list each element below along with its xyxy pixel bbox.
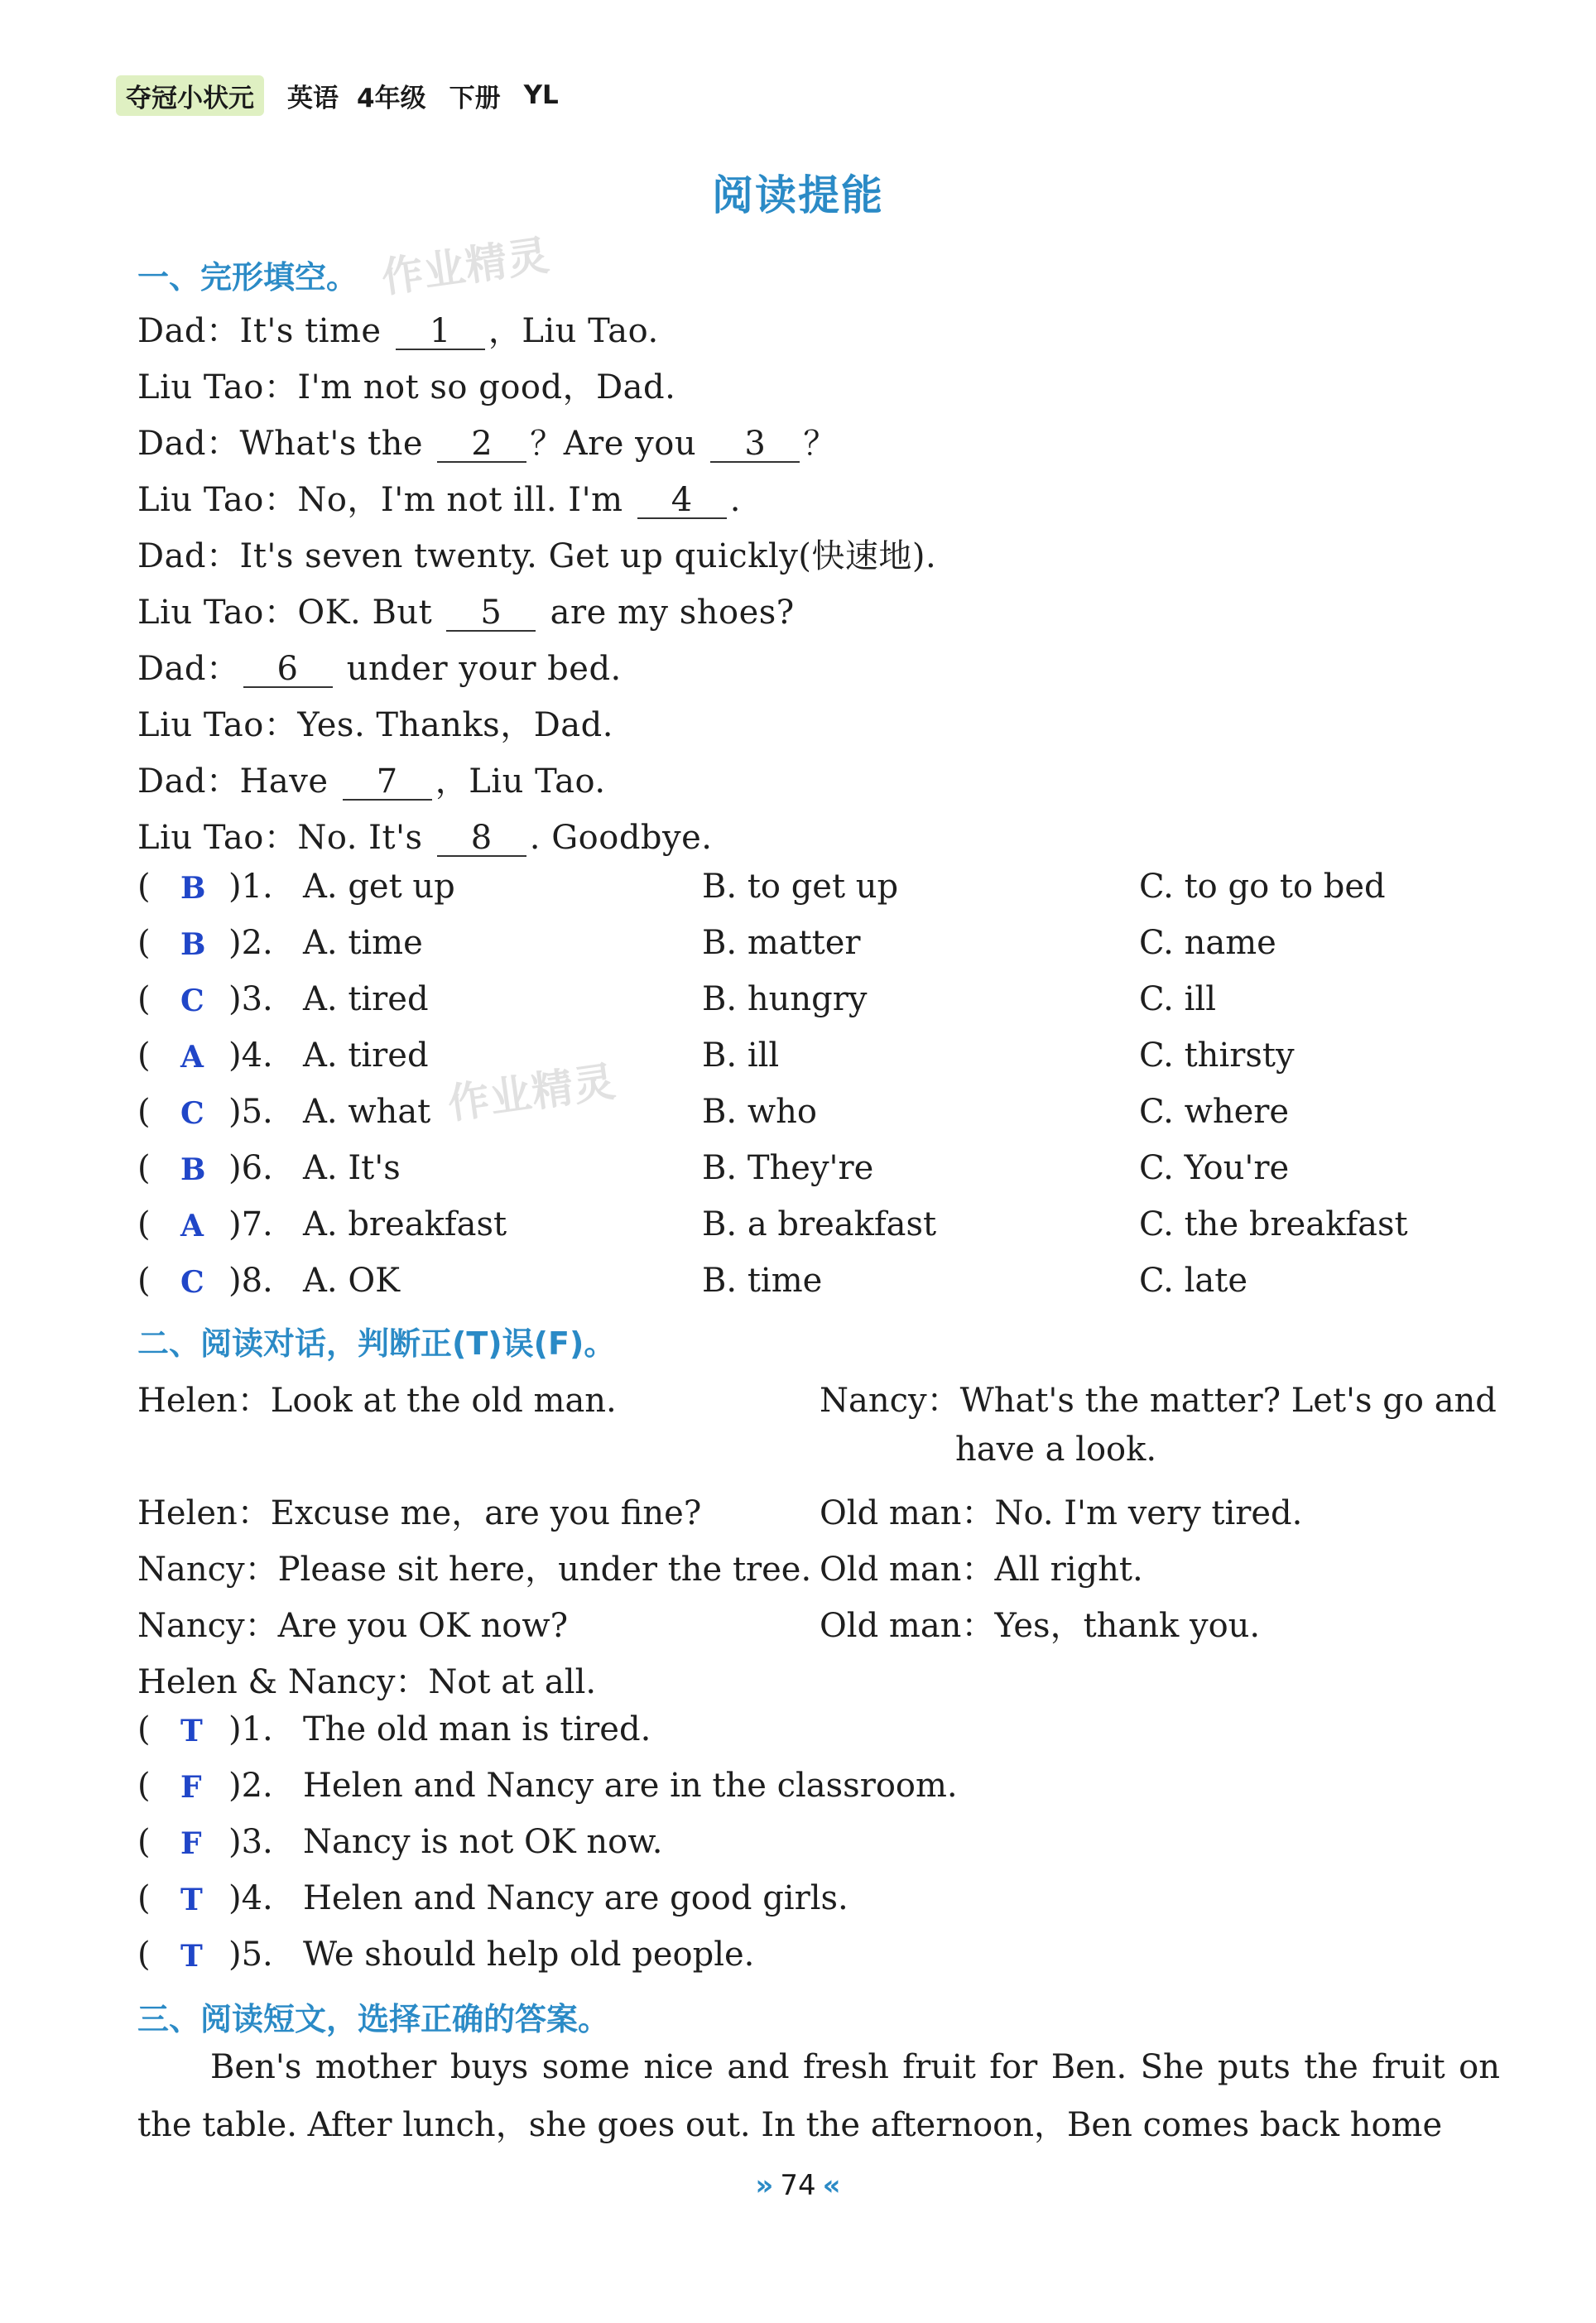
dialogue-line: Old man：No. I'm very tired. [820, 1494, 1303, 1532]
question-row: ( B )2. A. time B. matter C. name [137, 924, 1276, 962]
option-a: A. It's [303, 1149, 401, 1187]
grade-label: 4年级 [357, 83, 426, 113]
option-a: A. what [303, 1093, 431, 1131]
answer-mark: A [180, 1209, 204, 1243]
option-a: A. get up [303, 868, 455, 906]
option-c: C. the breakfast [1139, 1205, 1408, 1243]
answer-mark: T [180, 1714, 203, 1748]
blank: 7 [343, 764, 432, 801]
page-title: 阅读提能 [712, 171, 884, 219]
answer-mark: B [180, 871, 206, 906]
question-row: ( A )7. A. breakfast B. a breakfast C. the breakfast [137, 1205, 1408, 1243]
option-b: B. hungry [702, 980, 868, 1018]
question-text: We should help old people. [303, 1936, 755, 1974]
option-b: B. to get up [702, 868, 899, 906]
question-row: ( B )1. A. get up B. to get up C. to go to bed [137, 868, 1386, 906]
section-heading-3: 三、阅读短文，选择正确的答案。 [137, 2001, 610, 2037]
reading-paragraph: Ben's mother buys some nice and fresh fruit for Ben. She puts the fruit on the table. After lunch，she goes out. In the afternoon，Ben comes back home [137, 2048, 1500, 2144]
question-row: ( A )4. A. tired B. ill C. thirsty [137, 1036, 1295, 1075]
option-b: B. a breakfast [702, 1205, 937, 1243]
option-b: B. ill [702, 1036, 780, 1075]
option-c: C. where [1139, 1093, 1290, 1131]
blank: 2 [437, 426, 526, 463]
dialogue-line: Dad： 6 under your bed. [137, 650, 622, 688]
dialogue-line: Dad：It's time 1 ，Liu Tao. [137, 312, 659, 350]
answer-mark: C [180, 1096, 204, 1131]
answer-mark: A [180, 1040, 204, 1075]
question-row: ( C )3. A. tired B. hungry C. ill [137, 980, 1216, 1018]
blank: 4 [637, 483, 727, 519]
answer-mark: B [180, 1152, 206, 1187]
question-row: ( C )8. A. OK B. time C. late [137, 1262, 1247, 1300]
page-number: » 74 « [755, 2169, 841, 2202]
volume-label: 下册 [449, 83, 501, 113]
dialogue-line: Liu Tao：OK. But 5 are my shoes? [137, 594, 795, 632]
option-b: B. time [702, 1262, 823, 1300]
option-c: C. You're [1139, 1149, 1290, 1187]
question-text: The old man is tired. [303, 1710, 651, 1748]
dialogue-line: Helen：Look at the old man. [137, 1382, 617, 1420]
dialogue-line: Old man：Yes，thank you. [820, 1607, 1261, 1645]
option-c: C. late [1139, 1262, 1247, 1300]
dialogue-line: Dad：What's the 2 ？Are you 3 ？ [137, 425, 837, 463]
answer-mark: T [180, 1883, 203, 1917]
option-c: C. name [1139, 924, 1276, 962]
answer-mark: B [180, 927, 206, 962]
blank: 8 [437, 820, 526, 857]
option-a: A. tired [303, 980, 429, 1018]
chevron-right-icon: » [755, 2169, 774, 2202]
option-b: B. They're [702, 1149, 874, 1187]
answer-mark: F [180, 1770, 202, 1805]
option-a: A. OK [303, 1262, 400, 1300]
answer-mark: F [180, 1826, 202, 1861]
question-text: Helen and Nancy are in the classroom. [303, 1767, 958, 1805]
chevron-left-icon: « [822, 2169, 841, 2202]
option-a: A. breakfast [303, 1205, 507, 1243]
question-text: Nancy is not OK now. [303, 1823, 663, 1861]
subject-label: 英语 [287, 83, 339, 113]
question-row: ( B )6. A. It's B. They're C. You're [137, 1149, 1290, 1187]
dialogue-line: Liu Tao：Yes. Thanks，Dad. [137, 706, 613, 744]
dialogue-line: Nancy：Are you OK now? [137, 1607, 569, 1645]
question-text: Helen and Nancy are good girls. [303, 1879, 848, 1917]
dialogue-line: Dad：Have 7 ，Liu Tao. [137, 762, 606, 801]
watermark: 作业精灵 [445, 1057, 619, 1128]
section-heading-1: 一、完形填空。 [137, 259, 358, 296]
dialogue-line: Liu Tao：No，I'm not ill. I'm 4 . [137, 481, 741, 519]
dialogue-line: Dad：It's seven twenty. Get up quickly(快速地). [137, 537, 937, 575]
watermark: 作业精灵 [378, 231, 553, 302]
blank: 1 [396, 314, 485, 350]
dialogue-line: Old man：All right. [820, 1551, 1143, 1589]
dialogue-line: Nancy：What's the matter? Let's go and [820, 1382, 1497, 1420]
option-a: A. time [303, 924, 423, 962]
page-header [116, 76, 559, 114]
blank: 6 [243, 652, 333, 688]
dialogue-line: have a look. [955, 1431, 1157, 1469]
blank: 5 [446, 595, 536, 632]
dialogue-line: Helen & Nancy：Not at all. [137, 1663, 597, 1701]
answer-mark: T [180, 1939, 203, 1974]
answer-mark: C [180, 984, 204, 1018]
option-c: C. thirsty [1139, 1036, 1295, 1075]
dialogue-line: Nancy：Please sit here，under the tree. [137, 1551, 812, 1589]
answer-mark: C [180, 1265, 204, 1300]
question-row: ( C )5. A. what B. who C. where [137, 1093, 1290, 1131]
edition-label: YL [523, 80, 559, 110]
section-heading-2: 二、阅读对话，判断正(T)误(F)。 [137, 1325, 616, 1362]
option-b: B. who [702, 1093, 817, 1131]
blank: 3 [710, 426, 800, 463]
option-c: C. ill [1139, 980, 1216, 1018]
dialogue-line: Liu Tao：No. It's 8 . Goodbye. [137, 819, 713, 857]
option-c: C. to go to bed [1139, 868, 1386, 906]
brand-label: 夺冠小状元 [116, 75, 264, 116]
dialogue-line: Liu Tao：I'm not so good，Dad. [137, 368, 676, 406]
option-b: B. matter [702, 924, 861, 962]
dialogue-line: Helen：Excuse me，are you fine? [137, 1494, 702, 1532]
option-a: A. tired [303, 1036, 429, 1075]
